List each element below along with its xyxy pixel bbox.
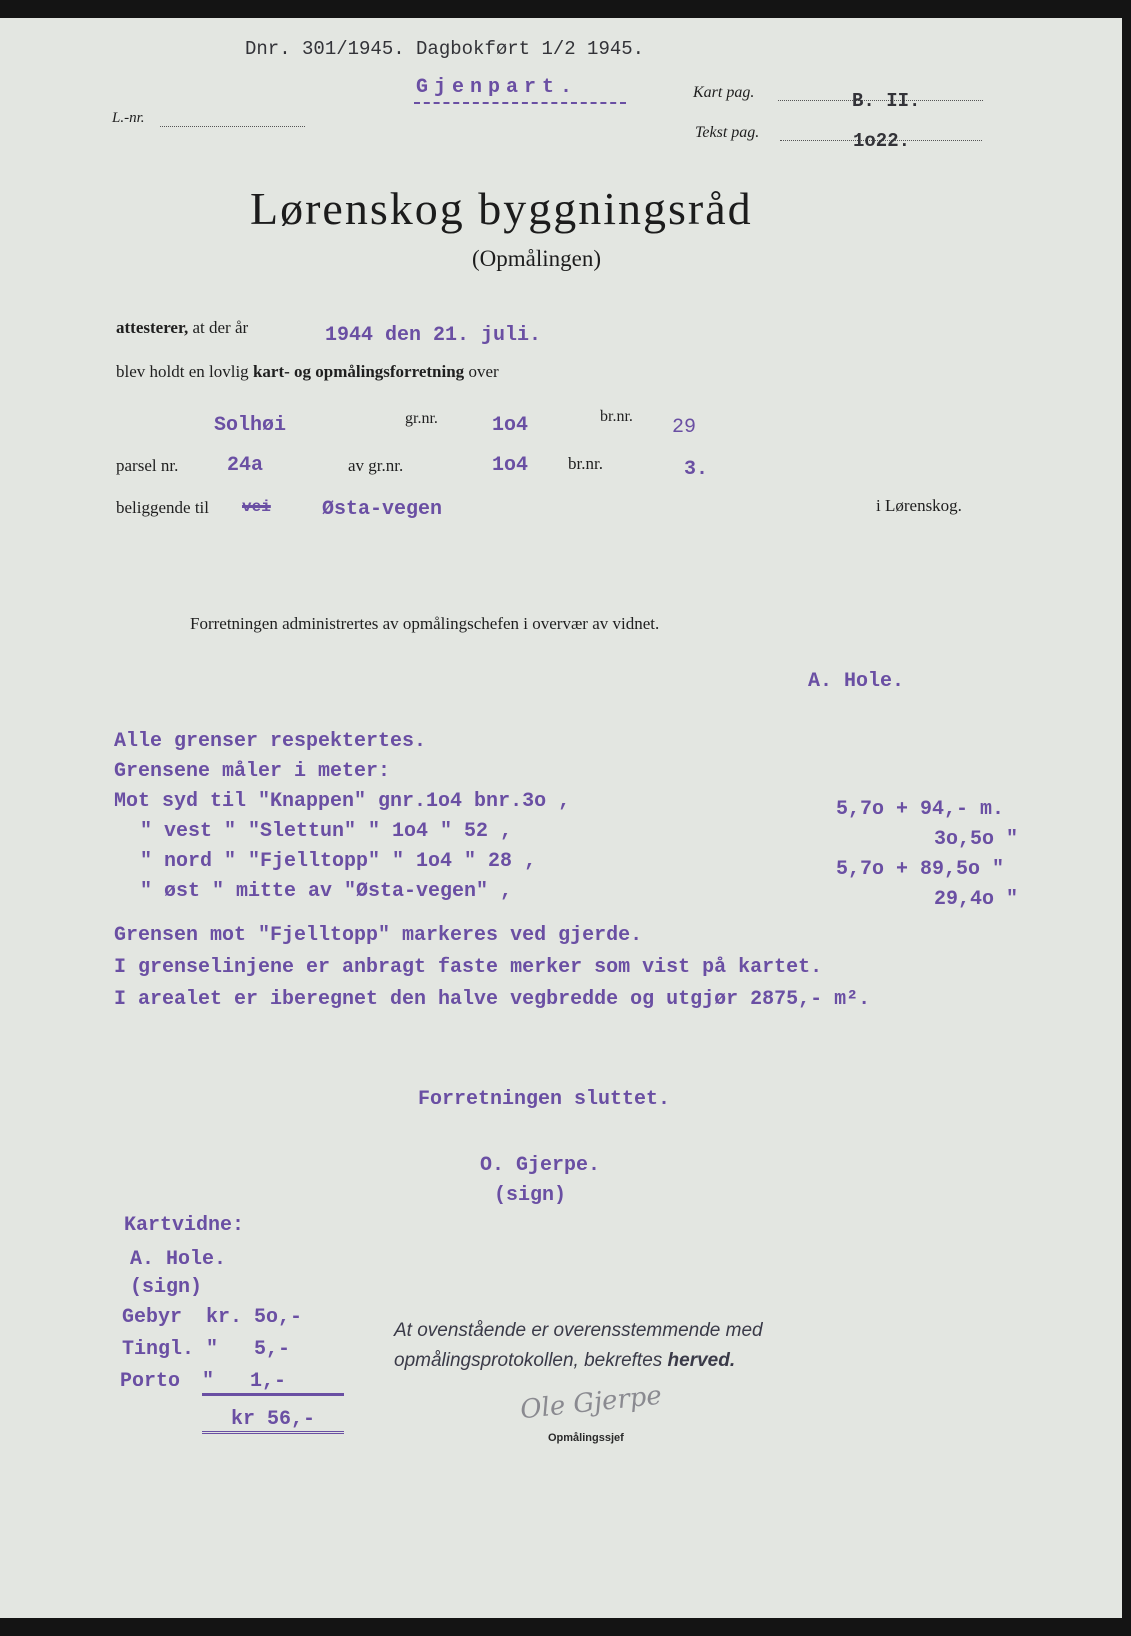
stamp-role: Opmålingssjef xyxy=(548,1432,624,1444)
body-line-3: Mot syd til "Knappen" gnr.1o4 bnr.3o , xyxy=(114,790,571,813)
gjenpart-underline xyxy=(414,102,626,104)
page-title: Lørenskog byggningsråd xyxy=(250,183,753,234)
witness-name: A. Hole. xyxy=(808,670,905,693)
grnr-value: 1o4 xyxy=(492,414,529,437)
body-line-8: I grenselinjene er anbragt faste merker som vist på kartet. xyxy=(114,956,823,979)
line2-bold: kart- og opmålingsforretning xyxy=(252,362,465,381)
attest-date: 1944 den 21. juli. xyxy=(325,324,542,347)
page-subtitle: (Opmålingen) xyxy=(472,246,602,271)
stamp-line-1: At ovenstående er overensstemmende med xyxy=(394,1320,763,1341)
av-grnr-value: 1o4 xyxy=(492,454,529,477)
brnr-label: br.nr. xyxy=(600,408,633,425)
kartvidne-label: Kartvidne: xyxy=(124,1214,245,1237)
road-name: Østa-vegen xyxy=(322,498,443,521)
administered-text: Forretningen administrertes av opmålingschefen i overvær av vidnet. xyxy=(190,614,660,633)
kartvidne-name: A. Hole. xyxy=(130,1248,227,1271)
closing-text: Forretningen sluttet. xyxy=(418,1088,671,1111)
attest-line-2 xyxy=(116,362,499,382)
struck-word: vei xyxy=(242,498,271,516)
body-line-7: Grensen mot "Fjelltopp" markeres ved gjerde. xyxy=(114,924,643,947)
body-line-9: I arealet er iberegnet den halve vegbredde og utgjør 2875,- m². xyxy=(114,988,871,1011)
lnr-label: L.-nr. xyxy=(112,110,145,126)
at-der-ar-text: at der år xyxy=(192,318,249,337)
kart-pag-value: B. II. xyxy=(852,90,921,112)
gjenpart-label: Gjenpart. xyxy=(416,76,579,99)
stamp-line-2b: herved. xyxy=(667,1350,736,1371)
parsel-value: 24a xyxy=(227,454,264,477)
fee-porto-label: Porto xyxy=(120,1370,181,1393)
av-brnr-value: 3. xyxy=(684,458,709,481)
line2-start: blev holdt en lovlig xyxy=(116,362,249,381)
body-line-6: " øst " mitte av "Østa-vegen" , xyxy=(140,880,513,903)
measure-4: 29,4o " xyxy=(934,888,1019,911)
municipality-text: i Lørenskog. xyxy=(876,496,962,515)
property-name: Solhøi xyxy=(214,414,287,437)
body-line-1: Alle grenser respektertes. xyxy=(114,730,427,753)
av-grnr-label: av gr.nr. xyxy=(348,456,404,475)
body-line-2: Grensene måler i meter: xyxy=(114,760,391,783)
brnr-value: 29 xyxy=(672,416,697,439)
fee-tingl: Tingl. " 5,- xyxy=(122,1338,291,1361)
parsel-label: parsel nr. xyxy=(116,456,179,475)
attesterer-word: attesterer, xyxy=(116,318,189,337)
kart-pag-label: Kart pag. xyxy=(693,84,755,101)
measure-3: 5,7o + 89,5o " xyxy=(836,858,1005,881)
signer-name: O. Gjerpe. xyxy=(480,1154,601,1177)
lnr-dotted-line xyxy=(160,126,305,127)
signer-sign: (sign) xyxy=(494,1184,567,1207)
stamp-line-2a: opmålingsprotokollen, bekreftes xyxy=(394,1350,663,1371)
document-page xyxy=(0,18,1122,1618)
dnr-line: Dnr. 301/1945. Dagbokført 1/2 1945. xyxy=(245,38,645,60)
body-line-4: " vest " "Slettun" " 1o4 " 52 , xyxy=(140,820,513,843)
beliggende-label: beliggende til xyxy=(116,498,210,517)
kartvidne-sign: (sign) xyxy=(130,1276,203,1299)
line2-end: over xyxy=(468,362,499,381)
fee-gebyr: Gebyr kr. 5o,- xyxy=(122,1306,303,1329)
body-line-5: " nord " "Fjelltopp" " 1o4 " 28 , xyxy=(140,850,537,873)
fee-total: kr 56,- xyxy=(202,1408,344,1434)
stamp-line-2 xyxy=(394,1350,735,1372)
attest-line-1 xyxy=(116,318,248,338)
stamp-signature: Ole Gjerpe xyxy=(518,1380,664,1426)
measure-1: 5,7o + 94,- m. xyxy=(836,798,1005,821)
fee-porto-value: " 1,- xyxy=(202,1370,344,1396)
measure-2: 3o,5o " xyxy=(934,828,1019,851)
tekst-pag-label: Tekst pag. xyxy=(695,124,760,141)
av-brnr-label: br.nr. xyxy=(568,454,603,473)
tekst-pag-value: 1o22. xyxy=(853,130,911,152)
grnr-label: gr.nr. xyxy=(405,410,438,427)
